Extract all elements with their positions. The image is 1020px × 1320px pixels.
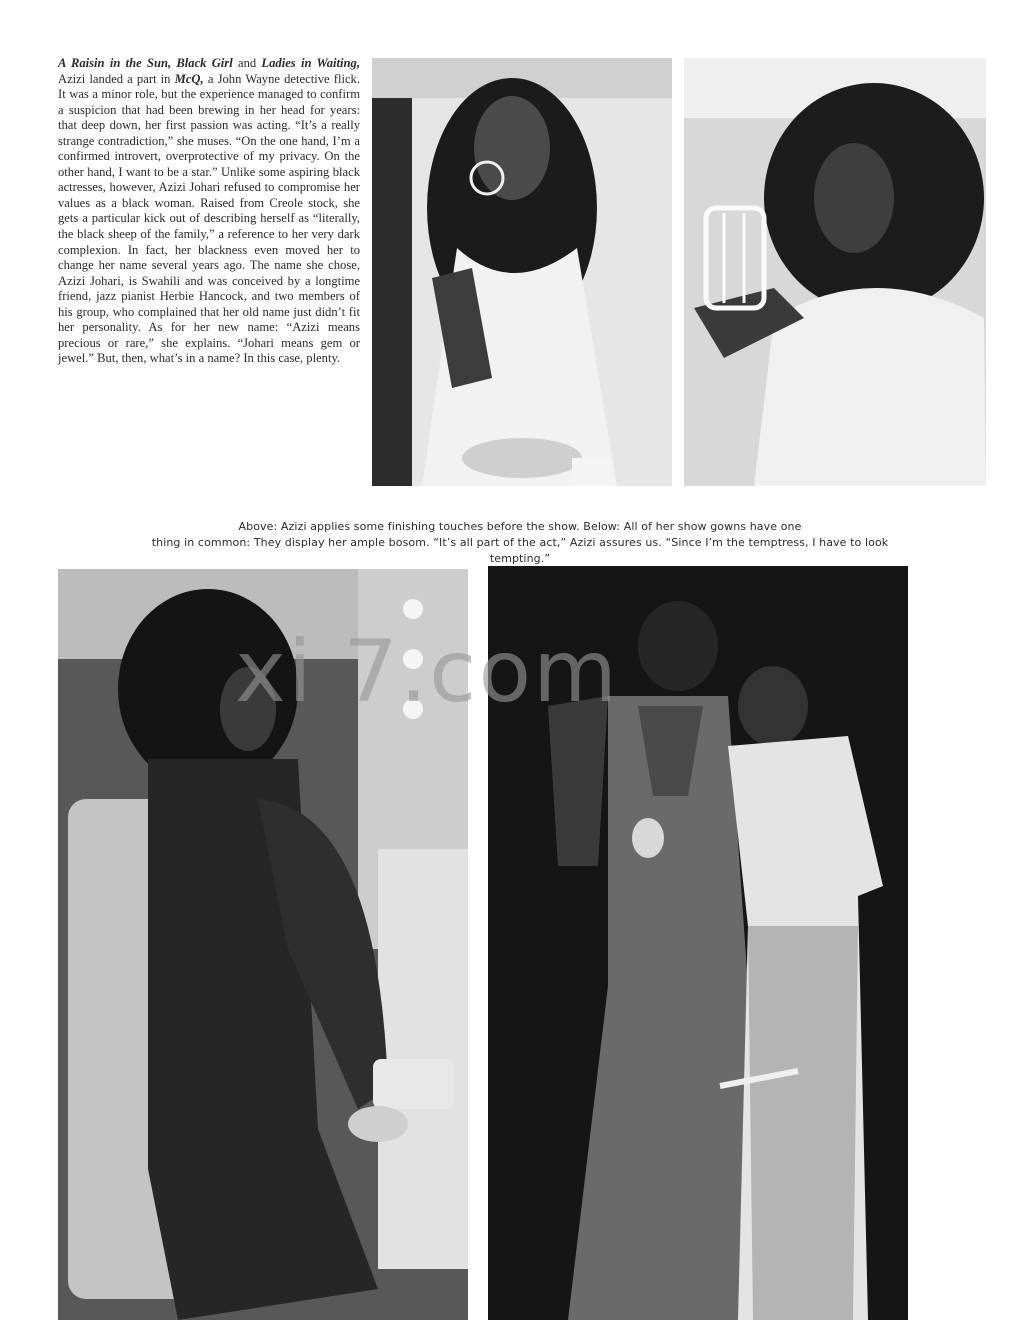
title-black-girl: Black Girl [176,56,233,70]
title-mcq: McQ, [174,71,204,86]
photo-with-microphone-man [488,566,908,1320]
photo-seated-dressing-room [58,569,468,1320]
article-text-2: a John Wayne detective flick. It was a minor role, but the experience managed to confirm a suspicion that had been brewing in her head for years: that deep down, her first passion was acting. “It’s a really strange contradiction,” she muses. “On the one hand, I’m a confirmed introvert, overprotective of my privacy. On the other hand, I want to be a star.” Unlike some aspiring black actresses, however, Azizi Johari refused to compromise her values as a black woman. Raised from Creole stock, she gets a particular kick out of describing herself as “literally, the black sheep of the family,” a reference to her very dark complexion. In fact, her blackness even moved her to change her name several years ago. The name she chose, Azizi Johari, is Swahili and was conceived by a longtime friend, jazz pianist Herbie Hancock, and two members of his group, who complained that her old name just didn’t fit her personality. As for her new name: “Azizi means precious or rare,” she explains. “Johari means gem or jewel.” But, then, what’s in a name? In this case, plenty. [58,71,360,366]
article-body [58,56,360,367]
caption-line-2: thing in common: They display her ample bosom. “It’s all part of the act,” Azizi assures us. “Since I’m the temptress, I have to look tempting.” [151,536,889,565]
photo-caption [120,519,920,567]
caption-line-1: Above: Azizi applies some finishing touches before the show. Below: All of her show gowns have one [238,520,802,533]
title-a-raisin-in-the-sun: A Raisin in the Sun, [58,56,172,70]
title-ladies-in-waiting: Ladies in Waiting, [261,56,360,70]
photo-makeup-mirror [372,58,672,486]
photo-brushing-hair [684,58,986,486]
watermark: xi 7.com [235,622,619,722]
article-text-1: Azizi landed a part in [58,71,175,86]
lead-and: and [232,56,262,70]
